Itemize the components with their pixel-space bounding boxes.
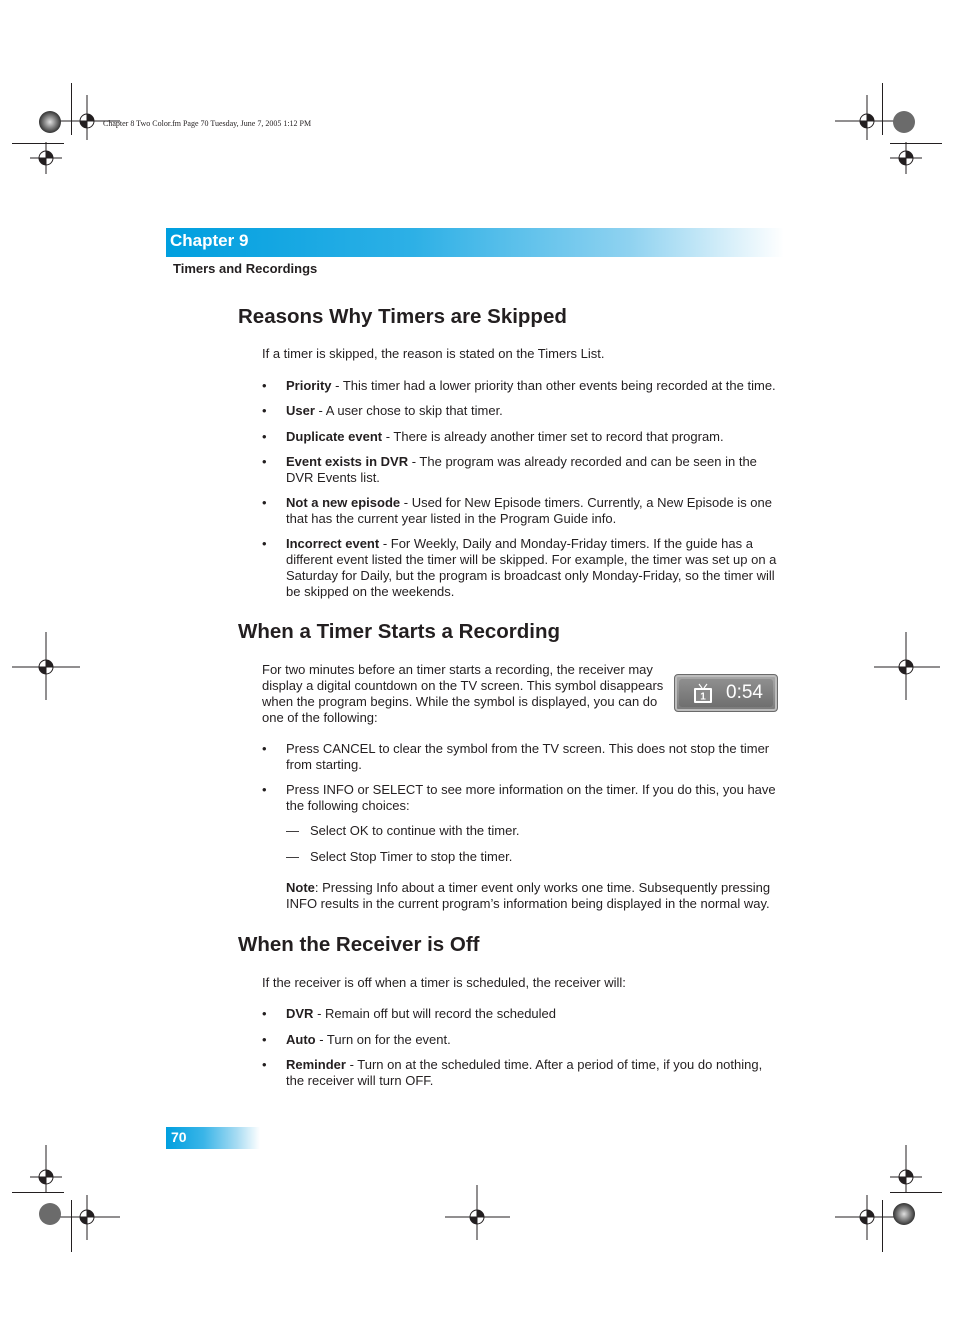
chapter-title: Chapter 9 xyxy=(170,231,249,250)
list-item: DVR - Remain off but will record the scheduled xyxy=(286,1006,557,1021)
section-intro: If the receiver is off when a timer is scheduled, the receiver will: xyxy=(262,975,626,990)
page-number: 70 xyxy=(171,1129,187,1145)
section-title: When the Receiver is Off xyxy=(238,933,480,956)
list-item: Duplicate event - There is already another timer set to record that program. xyxy=(286,429,724,444)
sub-list-item: Select OK to continue with the timer. xyxy=(310,823,520,838)
svg-text:1: 1 xyxy=(700,691,706,703)
color-disc-icon xyxy=(39,111,61,133)
list-item: Event exists in DVR - The program was already recorded and can be seen in the DVR Events list. xyxy=(286,454,757,485)
list-item: User - A user chose to skip that timer. xyxy=(286,403,503,418)
list-item: Reminder - Turn on at the scheduled time. After a period of time, if you do nothing, the receiver will turn OFF. xyxy=(286,1057,763,1088)
section-intro: For two minutes before an timer starts a recording, the receiver may display a digital countdown on the TV screen. This symbol disappears when the program begins. While the symbol is displayed, you can do one of the following: xyxy=(262,662,664,725)
section-intro: If a timer is skipped, the reason is stated on the Timers List. xyxy=(262,346,605,361)
list-item: Priority - This timer had a lower priority than other events being recorded at the time. xyxy=(286,378,776,393)
color-disc-icon xyxy=(893,1203,915,1225)
gray-disc-icon xyxy=(893,111,915,133)
note: Note: Pressing Info about a timer event only works one time. Subsequently pressing INFO results in the current program’s information being displayed in the normal way. xyxy=(286,880,771,911)
registration-mark xyxy=(890,142,922,174)
section-title: Reasons Why Timers are Skipped xyxy=(238,305,567,328)
list-item: Press INFO or SELECT to see more information on the timer. If you do this, you have the following choices: xyxy=(286,782,776,813)
sub-list-item: Select Stop Timer to stop the timer. xyxy=(310,849,513,864)
list-item: Not a new episode - Used for New Episode timers. Currently, a New Episode is one that has the current year listed in the Program Guide info. xyxy=(286,495,772,526)
section-title: When a Timer Starts a Recording xyxy=(238,620,561,643)
timer-countdown-symbol xyxy=(674,674,778,712)
gray-disc-icon xyxy=(39,1203,61,1225)
list-item: Incorrect event - For Weekly, Daily and Monday-Friday timers. If the guide has a different event listed the timer will be skipped. For example, the timer was set up on a Saturday for Daily, but the program is broadcast only Monday-Friday, so the timer will be skipped on the weekends. xyxy=(286,536,777,599)
list-item: Press CANCEL to clear the symbol from the TV screen. This does not stop the timer from starting. xyxy=(286,741,770,772)
running-head: Timers and Recordings xyxy=(173,261,318,276)
list-item: Auto - Turn on for the event. xyxy=(286,1032,451,1047)
file-slug: Chapter 8 Two Color.fm Page 70 Tuesday, June 7, 2005 1:12 PM xyxy=(103,119,312,128)
chapter-banner xyxy=(166,228,784,257)
registration-mark xyxy=(30,142,62,174)
countdown-time: 0:54 xyxy=(726,682,763,703)
tv-icon xyxy=(692,683,714,705)
